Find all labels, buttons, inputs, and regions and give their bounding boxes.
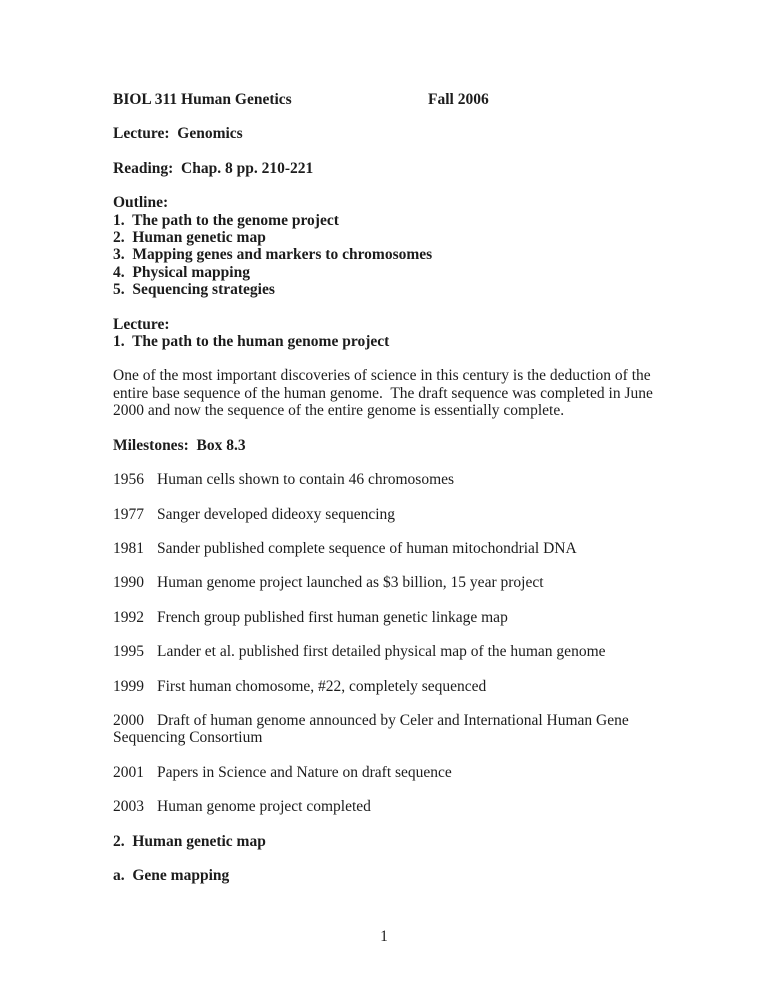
- outline-item: 2. Human genetic map: [113, 229, 266, 247]
- lecture-heading: Lecture:: [113, 315, 170, 333]
- outline-item: 5. Sequencing strategies: [113, 281, 275, 299]
- milestone-text: Draft of human genome announced by Celer and International Human Gene Sequencing Consortium: [113, 711, 633, 747]
- milestone-row: [113, 609, 655, 626]
- milestone-text: Human genome project completed: [157, 798, 371, 816]
- milestone-text: Human cells shown to contain 46 chromosomes: [157, 471, 455, 489]
- milestone-row: [113, 506, 655, 523]
- milestone-year: 2003: [113, 798, 144, 816]
- milestone-row: [113, 764, 655, 781]
- milestone-text: Papers in Science and Nature on draft sequence: [157, 763, 452, 781]
- milestone-text: French group published first human genetic linkage map: [157, 608, 508, 626]
- milestone-text: Sander published complete sequence of human mitochondrial DNA: [157, 539, 577, 557]
- milestone-year: 1977: [113, 505, 144, 523]
- milestone-text: Lander et al. published first detailed physical map of the human genome: [157, 643, 606, 661]
- page-number: 1: [380, 928, 388, 945]
- document-header: [113, 91, 655, 108]
- milestone-year: 1981: [113, 539, 144, 557]
- outline-heading: Outline:: [113, 194, 169, 212]
- outline-section: [113, 194, 655, 298]
- milestone-row: [113, 574, 655, 591]
- section-2a-heading: a. Gene mapping: [113, 866, 230, 884]
- milestone-year: 1992: [113, 608, 144, 626]
- milestone-year: 2001: [113, 763, 144, 781]
- outline-item: 4. Physical mapping: [113, 263, 250, 281]
- milestone-row: [113, 471, 655, 488]
- milestone-row: [113, 643, 655, 660]
- milestone-row: [113, 678, 655, 695]
- milestone-text: Human genome project launched as $3 billion, 15 year project: [157, 574, 544, 592]
- milestone-year: 1956: [113, 471, 144, 489]
- lecture-subheading: 1. The path to the human genome project: [113, 333, 390, 351]
- outline-item: 1. The path to the genome project: [113, 211, 339, 229]
- milestone-row: [113, 798, 655, 815]
- document-content: [113, 91, 655, 901]
- milestone-year: 2000: [113, 711, 144, 729]
- reading-line: Reading: Chap. 8 pp. 210-221: [113, 159, 314, 177]
- section-2-heading: 2. Human genetic map: [113, 832, 266, 850]
- intro-paragraph: One of the most important discoveries of science in this century is the deduction of the entire base sequence of the human genome. The draft sequence was completed in June 2000 and now the sequence of the entire genome is essentially complete.: [113, 367, 657, 420]
- milestone-year: 1995: [113, 643, 144, 661]
- course-title: BIOL 311 Human Genetics: [113, 91, 292, 108]
- milestones-heading: Milestones: Box 8.3: [113, 436, 246, 454]
- outline-item: 3. Mapping genes and markers to chromosomes: [113, 246, 433, 264]
- milestone-year: 1999: [113, 677, 144, 695]
- term-label: Fall 2006: [428, 91, 489, 108]
- milestone-row: [113, 540, 655, 557]
- milestone-row: [113, 712, 655, 747]
- lecture-section-heading-group: [113, 316, 655, 351]
- milestone-text: Sanger developed dideoxy sequencing: [157, 505, 396, 523]
- lecture-topic-line: Lecture: Genomics: [113, 125, 243, 143]
- milestone-year: 1990: [113, 574, 144, 592]
- milestone-text: First human chomosome, #22, completely sequenced: [157, 677, 487, 695]
